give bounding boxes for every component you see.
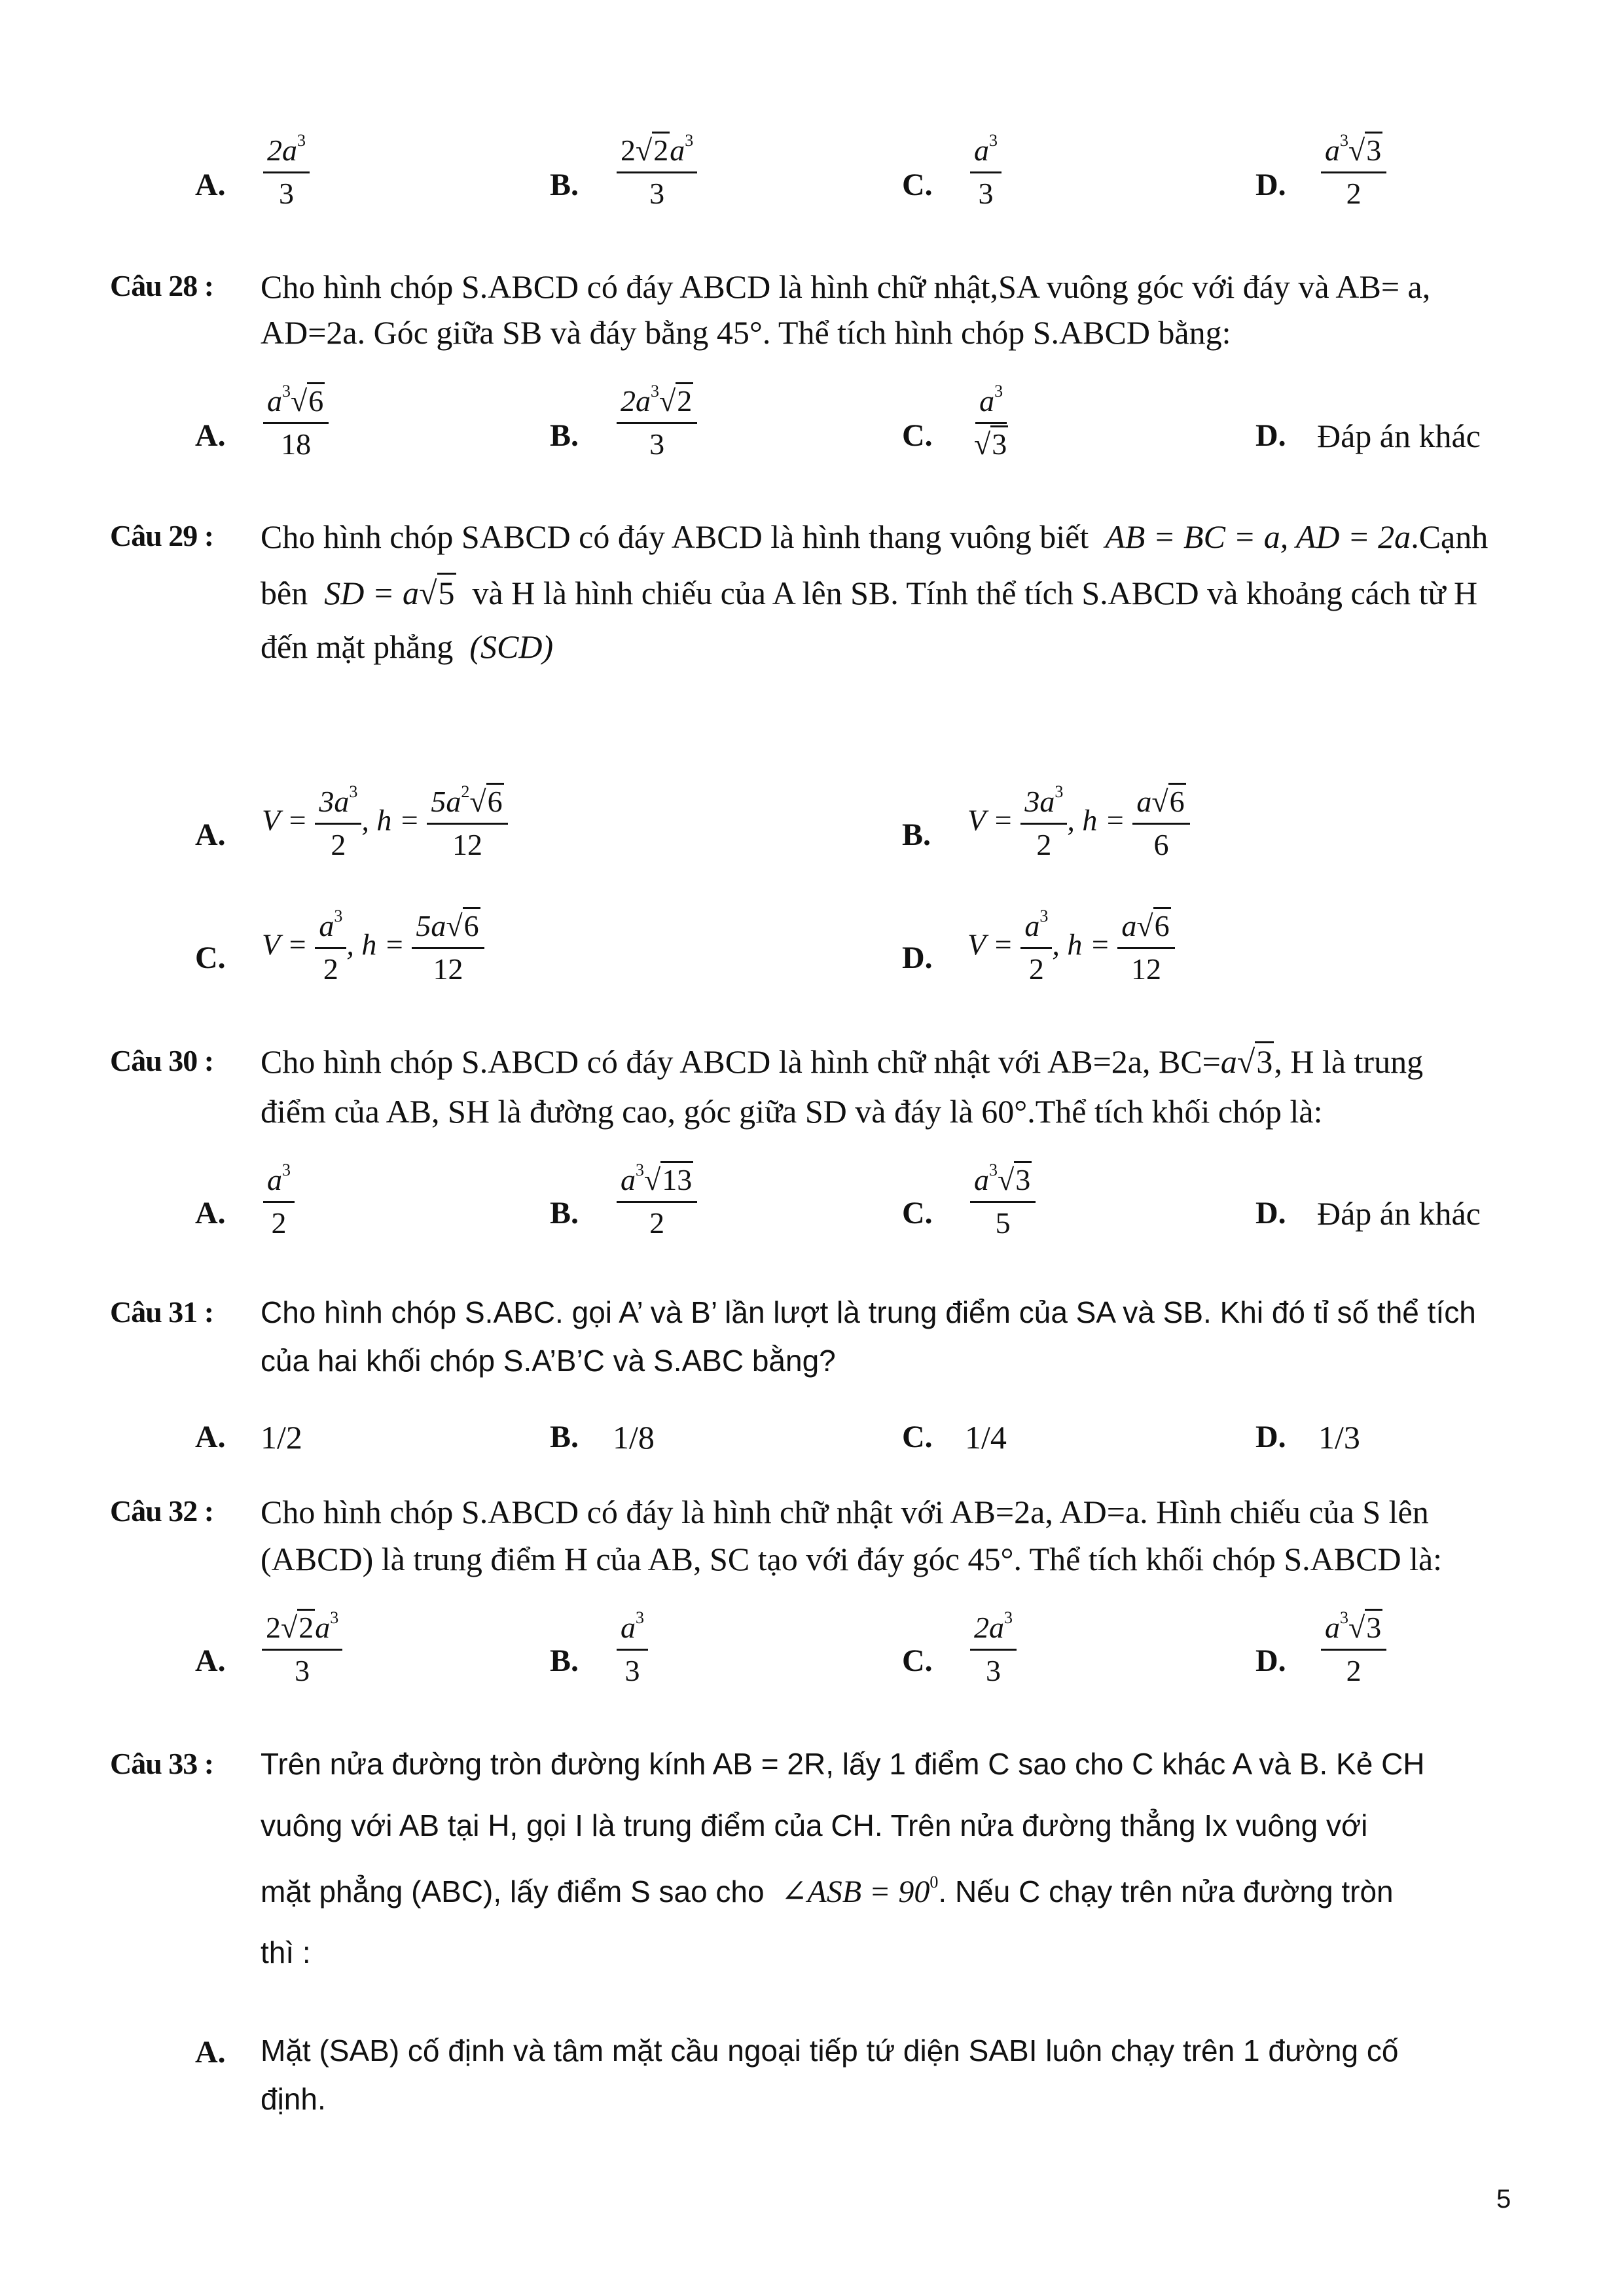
q27-option-a-label: A. bbox=[195, 168, 226, 202]
q33-text-line3: mặt phẳng (ABC), lấy điểm S sao cho ∠ASB = $90^0$. Nếu C chạy trên nửa đường tròn bbox=[261, 1872, 1394, 1909]
q31-text-line1: Cho hình chóp S.ABC. gọi A’ và B’ lần lượt là trung điểm của SA và SB. Khi đó tỉ số thể tích bbox=[261, 1295, 1476, 1329]
q28-option-a-formula: $\frac{a^3√6}{18}$ bbox=[263, 385, 329, 461]
q33-text-line4: thì : bbox=[261, 1935, 311, 1969]
q32-option-b-formula: $\frac{a^3}{3}$ bbox=[617, 1611, 648, 1687]
q32-option-d-label: D. bbox=[1255, 1643, 1286, 1678]
q32-option-b-label: B. bbox=[550, 1643, 579, 1678]
q29-option-a-label: A. bbox=[195, 817, 226, 852]
q30-option-b-formula: $\frac{a^3√13}{2}$ bbox=[617, 1164, 697, 1240]
q30-option-d-text: Đáp án khác bbox=[1317, 1195, 1481, 1232]
q28-option-c-formula: $\frac{a^3}{√3}$ bbox=[974, 381, 1007, 461]
q27-option-c-label: C. bbox=[902, 168, 933, 202]
q31-option-c-label: C. bbox=[902, 1420, 933, 1454]
q32-option-a-formula: $\frac{2√2a^3}{3}$ bbox=[262, 1611, 342, 1687]
q27-option-b-formula: $\frac{2√2a^3}{3}$ bbox=[617, 134, 697, 210]
q32-option-c-formula: $\frac{2a^3}{3}$ bbox=[970, 1611, 1017, 1687]
q30-option-a-formula: $\frac{a^3}{2}$ bbox=[263, 1164, 295, 1240]
q32-option-d-formula: $\frac{a^3√3}{2}$ bbox=[1321, 1611, 1386, 1687]
q31-option-a-text: 1/2 bbox=[261, 1419, 302, 1456]
q28-option-c-label: C. bbox=[902, 418, 933, 453]
q31-option-b-label: B. bbox=[550, 1420, 579, 1454]
q33-option-a-text-line1: Mặt (SAB) cố định và tâm mặt cầu ngoại tiếp tứ diện SABI luôn chạy trên 1 đường cố bbox=[261, 2034, 1399, 2068]
q28-option-d-label: D. bbox=[1255, 418, 1286, 453]
q30-option-b-label: B. bbox=[550, 1196, 579, 1230]
q29-text-line1: Cho hình chóp SABCD có đáy ABCD là hình thang vuông biết AB = BC = a, AD = 2a.Cạnh bbox=[261, 518, 1489, 555]
q28-option-d-text: Đáp án khác bbox=[1317, 418, 1481, 454]
q28-option-a-label: A. bbox=[195, 418, 226, 453]
q33-text-line1: Trên nửa đường tròn đường kính AB = 2R, lấy 1 điểm C sao cho C khác A và B. Kẻ CH bbox=[261, 1747, 1425, 1781]
q31-option-c-text: 1/4 bbox=[965, 1419, 1007, 1456]
q29-option-d-label: D. bbox=[902, 941, 933, 975]
q32-text-line1: Cho hình chóp S.ABCD có đáy là hình chữ nhật với AB=2a, AD=a. Hình chiếu của S lên bbox=[261, 1494, 1429, 1530]
q30-option-d-label: D. bbox=[1255, 1196, 1286, 1230]
q30-option-a-label: A. bbox=[195, 1196, 226, 1230]
q31-option-d-text: 1/3 bbox=[1318, 1419, 1360, 1456]
q30-option-c-formula: $\frac{a^3√3}{5}$ bbox=[970, 1164, 1036, 1240]
q28-option-b-formula: $\frac{2a^3√2}{3}$ bbox=[617, 385, 697, 461]
q29-option-c-label: C. bbox=[195, 941, 226, 975]
q33-label: Câu 33 : bbox=[110, 1747, 214, 1780]
q29-option-d-formula: V = $\frac{a^3}{2}$ , h = $\frac{a√6}{12}$ bbox=[967, 910, 1175, 986]
q27-option-b-label: B. bbox=[550, 168, 579, 202]
q29-option-b-label: B. bbox=[902, 817, 931, 852]
q30-option-c-label: C. bbox=[902, 1196, 933, 1230]
q32-option-a-label: A. bbox=[195, 1643, 226, 1678]
q31-text-line2: của hai khối chóp S.A’B’C và S.ABC bằng? bbox=[261, 1344, 836, 1378]
q29-option-b-formula: V = $\frac{3a^3}{2}$ , h = $\frac{a√6}{6}$ bbox=[967, 785, 1190, 861]
q28-option-b-label: B. bbox=[550, 418, 579, 453]
q29-label: Câu 29 : bbox=[110, 519, 214, 552]
page-number: 5 bbox=[1496, 2185, 1511, 2214]
q33-option-a-label: A. bbox=[195, 2035, 226, 2070]
q27-option-c-formula: $\frac{a^3}{3}$ bbox=[970, 134, 1001, 210]
q31-label: Câu 31 : bbox=[110, 1295, 214, 1329]
q30-text-line1: Cho hình chóp S.ABCD có đáy ABCD là hình chữ nhật với AB=2a, BC=a√3, H là trung bbox=[261, 1042, 1423, 1081]
q27-option-d-label: D. bbox=[1255, 168, 1286, 202]
q29-option-c-formula: V = $\frac{a^3}{2}$ , h = $\frac{5a√6}{12}$ bbox=[262, 910, 484, 986]
q27-option-a-formula: $\frac{2a^3}{3}$ bbox=[263, 134, 310, 210]
q28-text-line1: Cho hình chóp S.ABCD có đáy ABCD là hình chữ nhật,SA vuông góc với đáy và AB= a, bbox=[261, 268, 1431, 305]
q29-text-line2: bên SD = a√5 và H là hình chiếu của A lên SB. Tính thể tích S.ABCD và khoảng cách từ H bbox=[261, 573, 1477, 613]
q31-option-d-label: D. bbox=[1255, 1420, 1286, 1454]
q32-option-c-label: C. bbox=[902, 1643, 933, 1678]
q33-option-a-text-line2: định. bbox=[261, 2082, 326, 2116]
q32-text-line2: (ABCD) là trung điểm H của AB, SC tạo với đáy góc 45°. Thể tích khối chóp S.ABCD là: bbox=[261, 1541, 1443, 1577]
q30-text-line2: điểm của AB, SH là đường cao, góc giữa SD và đáy là 60°.Thể tích khối chóp là: bbox=[261, 1093, 1323, 1130]
q27-option-d-formula: $\frac{a^3√3}{2}$ bbox=[1321, 134, 1386, 210]
q29-option-a-formula: V = $\frac{3a^3}{2}$ , h = $\frac{5a^2√6}{12}$ bbox=[262, 785, 508, 861]
q28-text-line2: AD=2a. Góc giữa SB và đáy bằng 45°. Thể tích hình chóp S.ABCD bằng: bbox=[261, 314, 1231, 351]
q31-option-b-text: 1/8 bbox=[613, 1419, 655, 1456]
q33-text-line2: vuông với AB tại H, gọi I là trung điểm của CH. Trên nửa đường thẳng Ix vuông với bbox=[261, 1808, 1368, 1842]
q30-label: Câu 30 : bbox=[110, 1044, 214, 1077]
q31-option-a-label: A. bbox=[195, 1420, 226, 1454]
q28-label: Câu 28 : bbox=[110, 269, 214, 302]
q32-label: Câu 32 : bbox=[110, 1494, 214, 1528]
q29-text-line3: đến mặt phẳng (SCD) bbox=[261, 628, 554, 665]
